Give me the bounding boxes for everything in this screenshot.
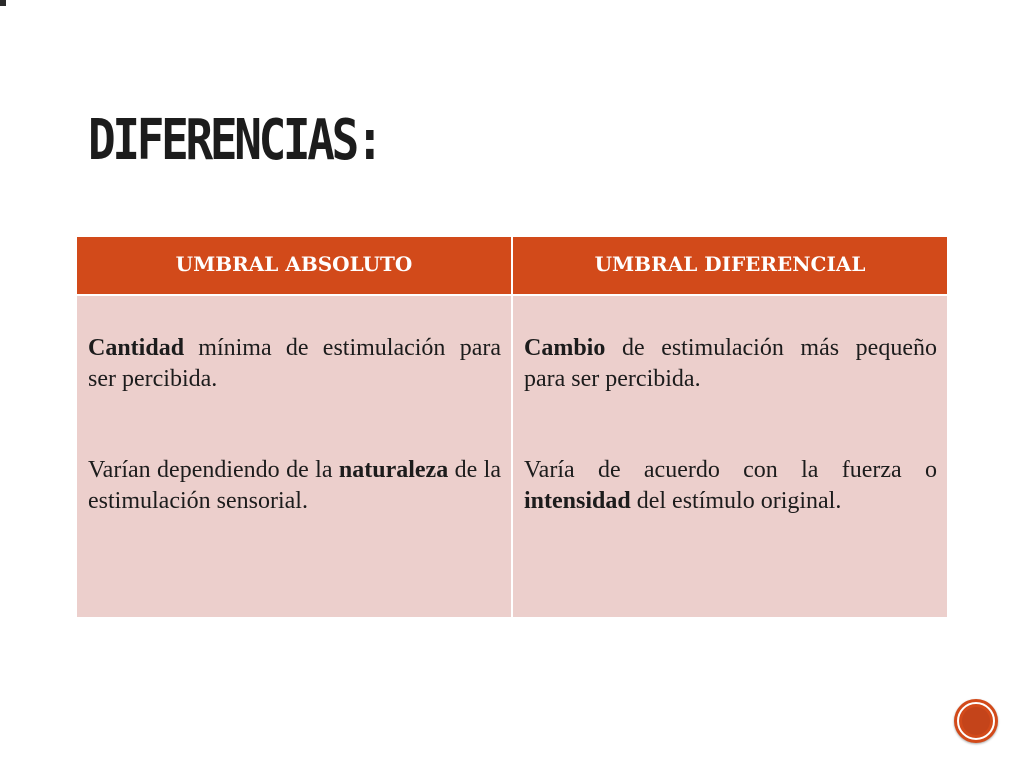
absoluto-definition-keyword: Cantidad <box>88 335 185 361</box>
header-umbral-diferencial: UMBRAL DIFERENCIAL <box>513 237 947 294</box>
diferencial-variation <box>524 455 937 517</box>
absoluto-variation-pre: Varían dependiendo de la <box>88 457 339 483</box>
header-umbral-absoluto: UMBRAL ABSOLUTO <box>77 237 511 294</box>
diferencial-variation-keyword: intensidad <box>524 488 631 514</box>
diferencial-variation-post: del estímulo original. <box>630 488 842 514</box>
corner-mark <box>0 0 6 6</box>
absoluto-variation-keyword: naturaleza <box>338 457 449 483</box>
cell-umbral-absoluto <box>77 296 511 617</box>
absoluto-variation-post: de la estimulación sensorial. <box>88 457 501 514</box>
absoluto-variation <box>88 455 501 517</box>
circle-nav-icon-inner <box>962 707 990 735</box>
absoluto-definition-text: mínima de estimulación para ser percibida. <box>88 335 501 392</box>
diferencial-definition-keyword: Cambio <box>524 335 606 361</box>
cell-umbral-diferencial <box>513 296 947 617</box>
circle-nav-icon[interactable] <box>954 699 998 743</box>
absoluto-definition <box>88 333 501 395</box>
diferencial-definition-text: de estimulación más pequeño para ser percibida. <box>524 335 937 392</box>
diferencial-variation-pre: Varía de acuerdo con la fuerza o <box>524 457 937 483</box>
comparison-table <box>77 237 947 617</box>
slide-title: DIFERENCIAS: <box>88 108 381 173</box>
diferencial-definition <box>524 333 937 395</box>
